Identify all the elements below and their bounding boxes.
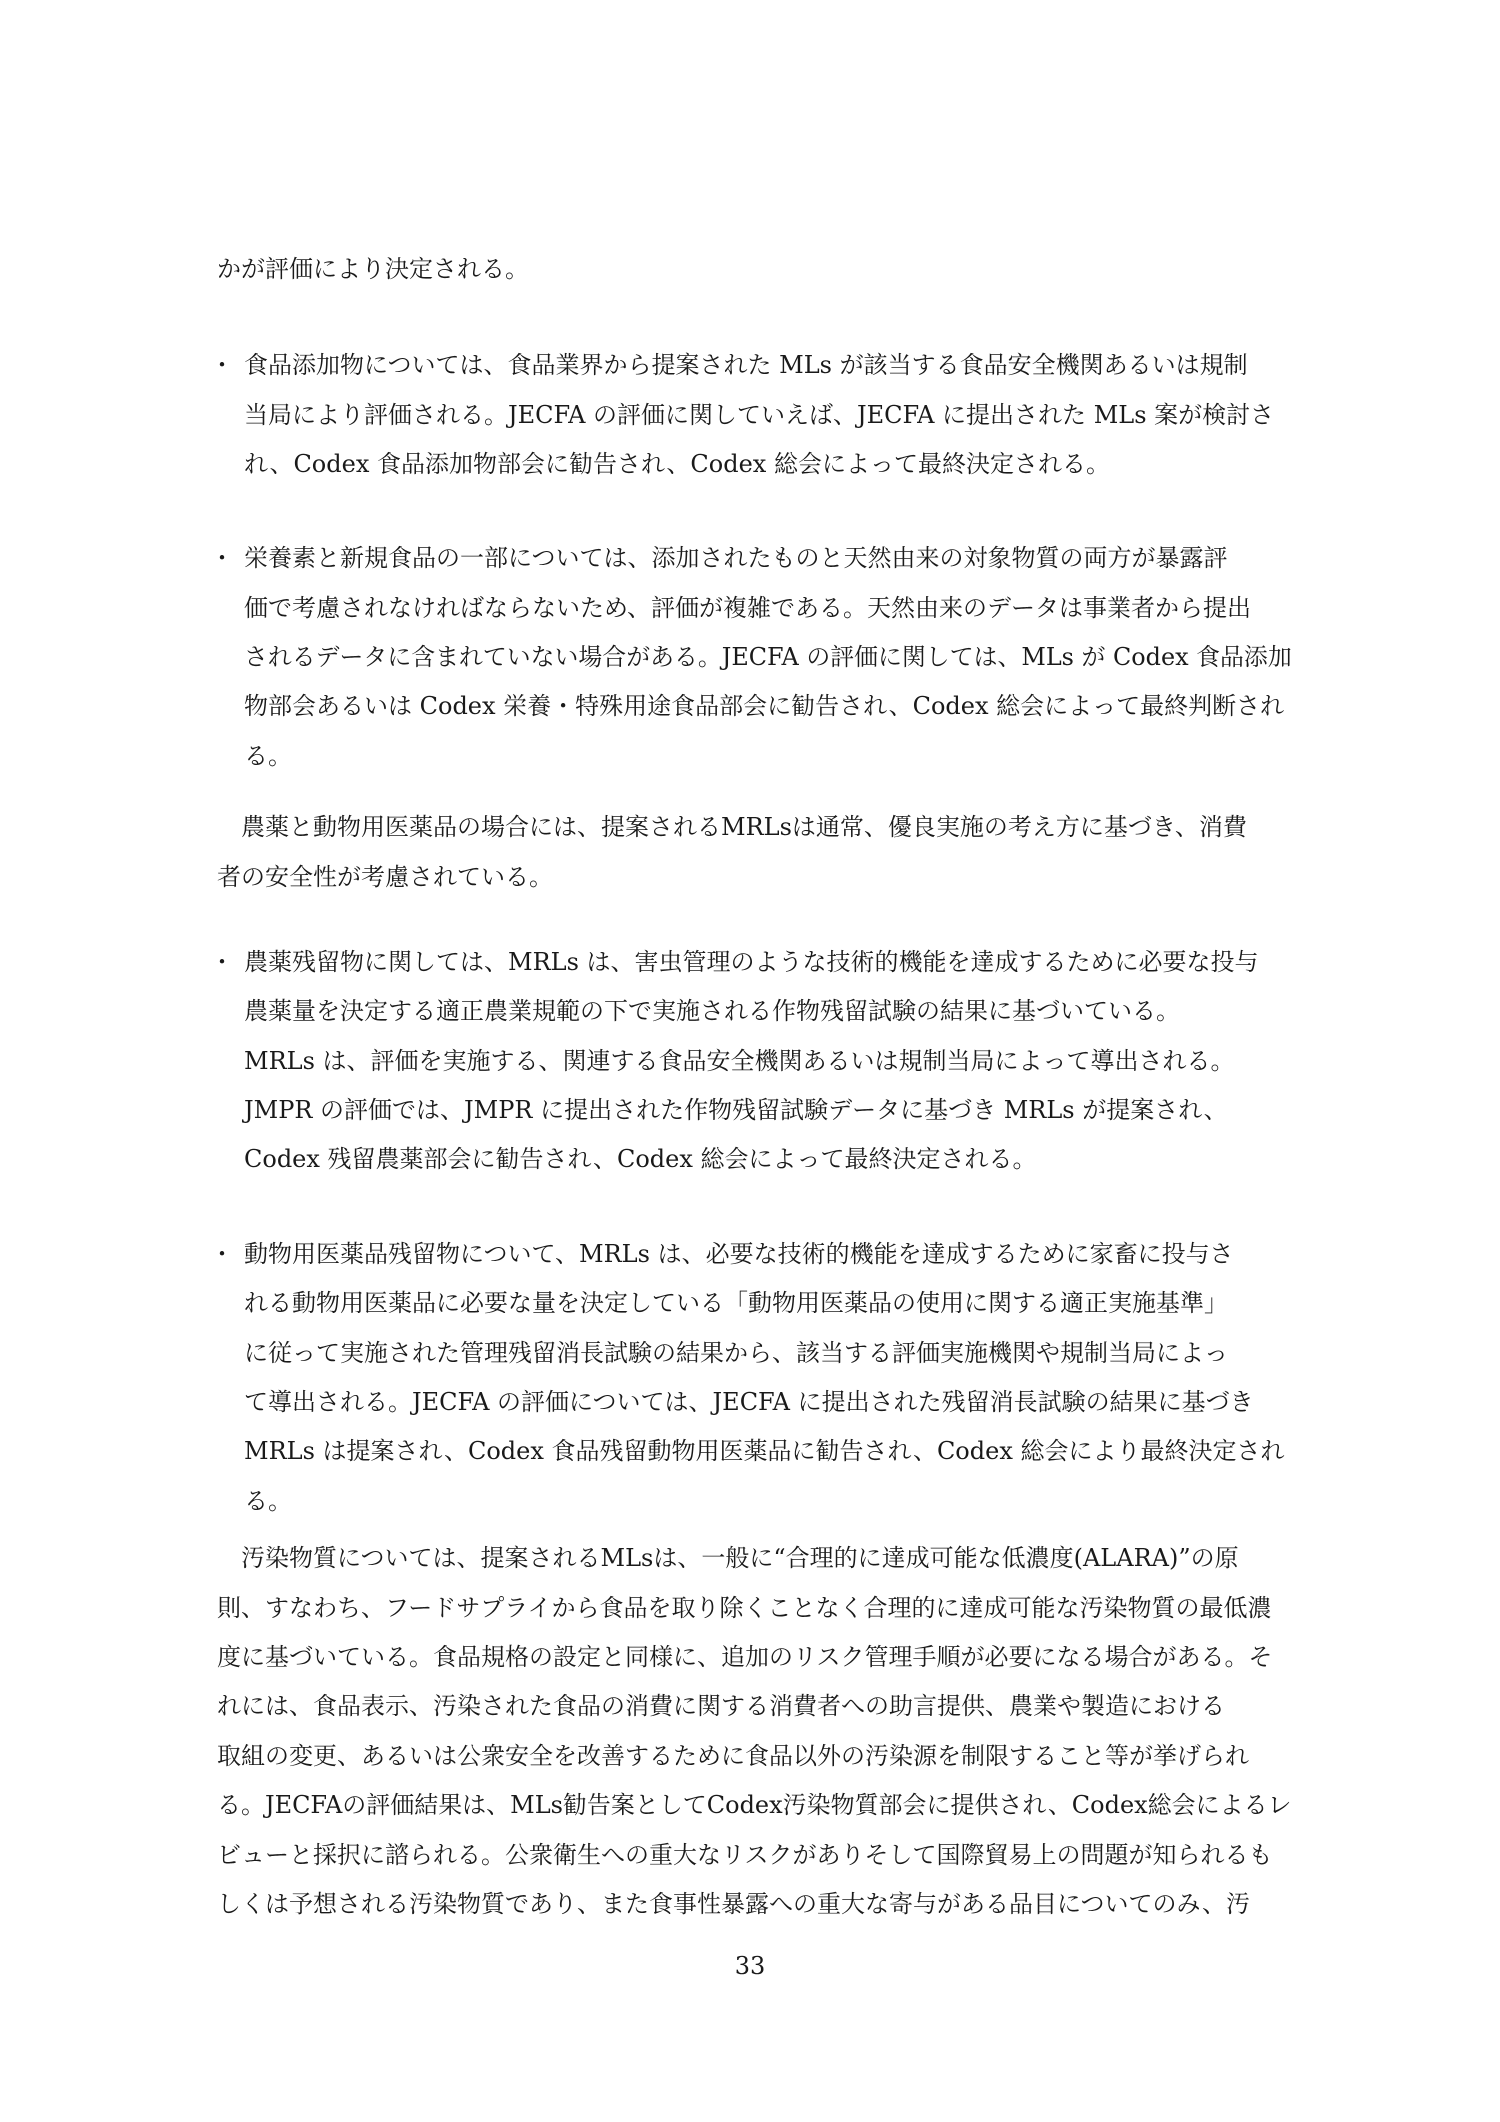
text-line: Codex 残留農薬部会に勧告され、Codex 総会によって最終決定される。 (244, 1145, 1037, 1173)
text-line: 栄養素と新規食品の一部については、添加されたものと天然由来の対象物質の両方が暴露評 (244, 544, 1228, 572)
text-line: 価で考慮されなければならないため、評価が複雑である。天然由来のデータは事業者から提出 (244, 594, 1252, 622)
text-line: て導出される。JECFA の評価については、JECFA に提出された残留消長試験の結果に基づき (244, 1388, 1254, 1416)
bullet-marker: ・ (210, 1240, 234, 1268)
text-line: されるデータに含まれていない場合がある。JECFA の評価に関しては、MLs が Codex 食品添加 (244, 643, 1292, 671)
text-line: れる動物用医薬品に必要な量を決定している「動物用医薬品の使用に関する適正実施基準」 (244, 1289, 1228, 1317)
text-line: 当局により評価される。JECFA の評価に関していえば、JECFA に提出された MLs 案が検討さ (244, 401, 1275, 429)
text-line: 食品添加物については、食品業界から提案された MLs が該当する食品安全機関あるいは規制 (244, 351, 1248, 379)
text-line: 取組の変更、あるいは公衆安全を改善するために食品以外の汚染源を制限すること等が挙げられ (217, 1742, 1249, 1770)
text-line: に従って実施された管理残留消長試験の結果から、該当する評価実施機関や規制当局によっ (244, 1339, 1228, 1367)
text-line: 農薬残留物に関しては、MRLs は、害虫管理のような技術的機能を達成するために必要な投与 (244, 948, 1259, 976)
text-line: れには、食品表示、汚染された食品の消費に関する消費者への助言提供、農業や製造における (217, 1692, 1225, 1720)
text-line: 物部会あるいは Codex 栄養・特殊用途食品部会に勧告され、Codex 総会によって最終判断され (244, 692, 1285, 720)
text-line: 農薬と動物用医薬品の場合には、提案されるMRLsは通常、優良実施の考え方に基づき、消費 (217, 813, 1247, 841)
text-line: 度に基づいている。食品規格の設定と同様に、追加のリスク管理手順が必要になる場合がある。そ (217, 1643, 1273, 1671)
text-line: 農薬量を決定する適正農業規範の下で実施される作物残留試験の結果に基づいている。 (244, 997, 1180, 1025)
text-line: JMPR の評価では、JMPR に提出された作物残留試験データに基づき MRLs が提案され、 (244, 1096, 1228, 1124)
text-line: 汚染物質については、提案されるMLsは、一般に“合理的に達成可能な低濃度(ALARA)”の原 (217, 1544, 1239, 1572)
text-line: 者の安全性が考慮されている。 (217, 863, 553, 891)
text-line: ビューと採択に諮られる。公衆衛生への重大なリスクがありそして国際貿易上の問題が知られるも (217, 1841, 1273, 1869)
text-line: れ、Codex 食品添加物部会に勧告され、Codex 総会によって最終決定される。 (244, 450, 1110, 478)
text-line: る。 (244, 1487, 292, 1515)
bullet-marker: ・ (210, 544, 234, 572)
text-line: 則、すなわち、フードサプライから食品を取り除くことなく合理的に達成可能な汚染物質の最低濃 (217, 1594, 1272, 1622)
bullet-marker: ・ (210, 948, 234, 976)
text-line: る。JECFAの評価結果は、MLs勧告案としてCodex汚染物質部会に提供され、Codex総会によるレ (217, 1791, 1292, 1819)
page-number: 33 (734, 1952, 766, 1980)
text-line: MRLs は提案され、Codex 食品残留動物用医薬品に勧告され、Codex 総会により最終決定され (244, 1437, 1285, 1465)
bullet-marker: ・ (210, 351, 234, 379)
text-line: る。 (244, 742, 292, 770)
text-line: MRLs は、評価を実施する、関連する食品安全機関あるいは規制当局によって導出される。 (244, 1047, 1235, 1075)
text-line: しくは予想される汚染物質であり、また食事性暴露への重大な寄与がある品目についてのみ、汚 (217, 1890, 1250, 1918)
text-line: かが評価により決定される。 (217, 255, 529, 283)
text-line: 動物用医薬品残留物について、MRLs は、必要な技術的機能を達成するために家畜に投与さ (244, 1240, 1234, 1268)
